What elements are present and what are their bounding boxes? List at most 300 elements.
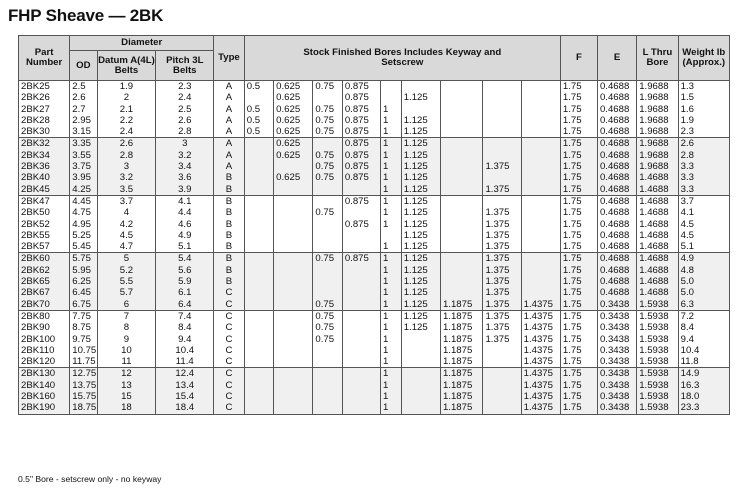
cell-bore-8 (483, 81, 521, 93)
cell-bore-6 (401, 345, 440, 356)
cell-type: C (214, 402, 245, 414)
cell-f: 1.75 (560, 161, 597, 172)
cell-part-number: 2BK80 (19, 310, 70, 322)
table-row (19, 161, 730, 172)
header-pitch: Pitch 3L Belts (156, 51, 214, 81)
cell-bore-5: 1 (380, 402, 401, 414)
cell-bore-5: 1 (380, 287, 401, 298)
cell-bore-5: 1 (380, 172, 401, 183)
cell-l: 1.5938 (637, 310, 678, 322)
cell-bore-1 (244, 195, 273, 207)
cell-od: 9.75 (70, 334, 97, 345)
cell-weight: 5.1 (678, 241, 729, 253)
table-row (19, 241, 730, 253)
cell-bore-9 (521, 115, 560, 126)
cell-type: C (214, 299, 245, 311)
cell-datum: 2.1 (97, 104, 156, 115)
cell-part-number: 2BK32 (19, 138, 70, 150)
cell-weight: 8.4 (678, 322, 729, 333)
cell-datum: 8 (97, 322, 156, 333)
cell-part-number: 2BK70 (19, 299, 70, 311)
cell-datum: 5.7 (97, 287, 156, 298)
cell-e: 0.4688 (597, 138, 636, 150)
cell-bore-3: 0.75 (313, 207, 342, 218)
cell-datum: 7 (97, 310, 156, 322)
cell-datum: 4.2 (97, 219, 156, 230)
cell-pitch: 18.4 (156, 402, 214, 414)
cell-weight: 10.4 (678, 345, 729, 356)
cell-bore-1 (244, 345, 273, 356)
cell-bore-1 (244, 380, 273, 391)
cell-bore-1: 0.5 (244, 104, 273, 115)
cell-bore-9: 1.4375 (521, 310, 560, 322)
cell-bore-4 (342, 287, 380, 298)
cell-bore-7 (440, 150, 483, 161)
cell-bore-2 (274, 184, 313, 196)
cell-bore-9 (521, 172, 560, 183)
table-row (19, 345, 730, 356)
cell-bore-5: 1 (380, 276, 401, 287)
cell-bore-5: 1 (380, 241, 401, 253)
cell-part-number: 2BK30 (19, 126, 70, 138)
cell-e: 0.4688 (597, 219, 636, 230)
cell-bore-2: 0.625 (274, 115, 313, 126)
cell-bore-6: 1.125 (401, 287, 440, 298)
cell-bore-7 (440, 172, 483, 183)
cell-bore-9: 1.4375 (521, 391, 560, 402)
cell-od: 2.95 (70, 115, 97, 126)
cell-e: 0.3438 (597, 380, 636, 391)
cell-f: 1.75 (560, 380, 597, 391)
cell-bore-4: 0.875 (342, 219, 380, 230)
cell-bore-5 (380, 92, 401, 103)
cell-bore-6: 1.125 (401, 276, 440, 287)
cell-bore-8 (483, 345, 521, 356)
cell-od: 13.75 (70, 380, 97, 391)
cell-bore-9 (521, 219, 560, 230)
cell-bore-4: 0.875 (342, 126, 380, 138)
cell-bore-1 (244, 207, 273, 218)
cell-bore-5: 1 (380, 161, 401, 172)
cell-datum: 5.2 (97, 265, 156, 276)
cell-weight: 5.0 (678, 287, 729, 298)
cell-bore-2 (274, 391, 313, 402)
cell-e: 0.4688 (597, 253, 636, 265)
cell-bore-4 (342, 265, 380, 276)
cell-bore-1 (244, 402, 273, 414)
cell-weight: 4.5 (678, 219, 729, 230)
cell-pitch: 5.6 (156, 265, 214, 276)
cell-l: 1.5938 (637, 391, 678, 402)
cell-bore-4: 0.875 (342, 92, 380, 103)
cell-e: 0.3438 (597, 402, 636, 414)
cell-bore-7 (440, 207, 483, 218)
cell-l: 1.5938 (637, 334, 678, 345)
cell-type: A (214, 138, 245, 150)
cell-e: 0.3438 (597, 322, 636, 333)
header-type: Type (214, 36, 245, 81)
cell-f: 1.75 (560, 230, 597, 241)
cell-e: 0.4688 (597, 230, 636, 241)
cell-bore-3: 0.75 (313, 334, 342, 345)
cell-e: 0.3438 (597, 391, 636, 402)
cell-type: C (214, 368, 245, 380)
cell-e: 0.4688 (597, 92, 636, 103)
cell-e: 0.4688 (597, 172, 636, 183)
cell-bore-1 (244, 334, 273, 345)
cell-bore-1 (244, 322, 273, 333)
cell-bore-1 (244, 287, 273, 298)
cell-l: 1.4688 (637, 287, 678, 298)
cell-bore-3: 0.75 (313, 310, 342, 322)
cell-l: 1.4688 (637, 265, 678, 276)
cell-datum: 1.9 (97, 81, 156, 93)
cell-type: B (214, 253, 245, 265)
table-row (19, 172, 730, 183)
cell-bore-3 (313, 265, 342, 276)
cell-bore-4: 0.875 (342, 81, 380, 93)
cell-l: 1.5938 (637, 345, 678, 356)
cell-pitch: 2.4 (156, 92, 214, 103)
cell-bore-8: 1.375 (483, 241, 521, 253)
cell-bore-1: 0.5 (244, 81, 273, 93)
cell-type: C (214, 287, 245, 298)
cell-bore-3 (313, 345, 342, 356)
cell-bore-1 (244, 184, 273, 196)
cell-bore-5 (380, 230, 401, 241)
cell-f: 1.75 (560, 345, 597, 356)
cell-l: 1.4688 (637, 241, 678, 253)
cell-type: B (214, 195, 245, 207)
cell-type: C (214, 345, 245, 356)
cell-od: 3.75 (70, 161, 97, 172)
cell-bore-2 (274, 230, 313, 241)
cell-datum: 2.4 (97, 126, 156, 138)
cell-bore-1 (244, 172, 273, 183)
cell-bore-1 (244, 276, 273, 287)
cell-datum: 5 (97, 253, 156, 265)
cell-f: 1.75 (560, 276, 597, 287)
cell-bore-9: 1.4375 (521, 402, 560, 414)
cell-bore-4: 0.875 (342, 195, 380, 207)
cell-bore-5: 1 (380, 195, 401, 207)
cell-bore-2: 0.625 (274, 92, 313, 103)
cell-pitch: 10.4 (156, 345, 214, 356)
cell-l: 1.4688 (637, 253, 678, 265)
cell-bore-4 (342, 334, 380, 345)
cell-type: B (214, 184, 245, 196)
cell-e: 0.4688 (597, 115, 636, 126)
cell-bore-1 (244, 368, 273, 380)
cell-bore-5: 1 (380, 219, 401, 230)
cell-f: 1.75 (560, 356, 597, 368)
cell-pitch: 6.4 (156, 299, 214, 311)
cell-weight: 2.6 (678, 138, 729, 150)
cell-part-number: 2BK62 (19, 265, 70, 276)
cell-bore-5 (380, 81, 401, 93)
cell-bore-3: 0.75 (313, 161, 342, 172)
cell-bore-2 (274, 265, 313, 276)
cell-weight: 1.5 (678, 92, 729, 103)
cell-bore-4 (342, 380, 380, 391)
cell-bore-6: 1.125 (401, 126, 440, 138)
cell-pitch: 4.9 (156, 230, 214, 241)
table-row (19, 115, 730, 126)
cell-pitch: 3.6 (156, 172, 214, 183)
cell-e: 0.3438 (597, 334, 636, 345)
cell-bore-4: 0.875 (342, 253, 380, 265)
cell-od: 4.45 (70, 195, 97, 207)
table-row (19, 276, 730, 287)
cell-bore-3: 0.75 (313, 172, 342, 183)
cell-bore-3 (313, 276, 342, 287)
cell-bore-7 (440, 104, 483, 115)
cell-bore-3 (313, 241, 342, 253)
cell-bore-2 (274, 322, 313, 333)
cell-bore-6: 1.125 (401, 219, 440, 230)
cell-datum: 2 (97, 92, 156, 103)
cell-bore-9 (521, 92, 560, 103)
cell-e: 0.3438 (597, 345, 636, 356)
cell-bore-4 (342, 310, 380, 322)
cell-bore-1 (244, 391, 273, 402)
cell-bore-7 (440, 161, 483, 172)
cell-bore-1 (244, 310, 273, 322)
cell-bore-1 (244, 92, 273, 103)
cell-l: 1.5938 (637, 356, 678, 368)
cell-pitch: 5.1 (156, 241, 214, 253)
cell-bore-4 (342, 356, 380, 368)
cell-bore-8: 1.375 (483, 253, 521, 265)
cell-e: 0.4688 (597, 81, 636, 93)
cell-bore-2 (274, 368, 313, 380)
cell-bore-1 (244, 265, 273, 276)
cell-e: 0.4688 (597, 126, 636, 138)
cell-od: 8.75 (70, 322, 97, 333)
cell-bore-8 (483, 150, 521, 161)
cell-pitch: 5.4 (156, 253, 214, 265)
cell-bore-9 (521, 207, 560, 218)
cell-bore-1 (244, 230, 273, 241)
cell-od: 6.75 (70, 299, 97, 311)
cell-bore-8 (483, 92, 521, 103)
cell-od: 3.35 (70, 138, 97, 150)
cell-l: 1.9688 (637, 104, 678, 115)
table-row (19, 81, 730, 93)
cell-bore-9 (521, 104, 560, 115)
cell-bore-3 (313, 92, 342, 103)
cell-f: 1.75 (560, 184, 597, 196)
cell-bore-7: 1.1875 (440, 299, 483, 311)
cell-e: 0.3438 (597, 299, 636, 311)
cell-part-number: 2BK130 (19, 368, 70, 380)
cell-bore-1 (244, 150, 273, 161)
cell-type: A (214, 150, 245, 161)
cell-f: 1.75 (560, 195, 597, 207)
cell-bore-3: 0.75 (313, 322, 342, 333)
cell-bore-7: 1.1875 (440, 380, 483, 391)
cell-pitch: 15.4 (156, 391, 214, 402)
cell-bore-6: 1.125 (401, 138, 440, 150)
cell-bore-7 (440, 115, 483, 126)
table-row (19, 356, 730, 368)
cell-bore-6 (401, 356, 440, 368)
cell-bore-2: 0.625 (274, 81, 313, 93)
cell-bore-8 (483, 104, 521, 115)
cell-bore-5: 1 (380, 380, 401, 391)
cell-datum: 18 (97, 402, 156, 414)
cell-f: 1.75 (560, 138, 597, 150)
cell-datum: 12 (97, 368, 156, 380)
cell-bore-3 (313, 138, 342, 150)
cell-e: 0.4688 (597, 287, 636, 298)
cell-part-number: 2BK25 (19, 81, 70, 93)
cell-bore-6 (401, 368, 440, 380)
cell-bore-1 (244, 356, 273, 368)
cell-l: 1.4688 (637, 276, 678, 287)
cell-weight: 4.8 (678, 265, 729, 276)
cell-l: 1.5938 (637, 402, 678, 414)
cell-bore-7 (440, 184, 483, 196)
cell-bore-7: 1.1875 (440, 310, 483, 322)
cell-bore-4: 0.875 (342, 138, 380, 150)
cell-bore-2 (274, 334, 313, 345)
table-row (19, 391, 730, 402)
cell-part-number: 2BK120 (19, 356, 70, 368)
cell-datum: 2.8 (97, 150, 156, 161)
cell-bore-3: 0.75 (313, 150, 342, 161)
cell-bore-8: 1.375 (483, 161, 521, 172)
cell-e: 0.3438 (597, 310, 636, 322)
cell-bore-2 (274, 287, 313, 298)
table-row (19, 402, 730, 414)
cell-bore-6: 1.125 (401, 92, 440, 103)
cell-od: 15.75 (70, 391, 97, 402)
cell-type: C (214, 334, 245, 345)
cell-part-number: 2BK100 (19, 334, 70, 345)
cell-e: 0.3438 (597, 368, 636, 380)
cell-pitch: 13.4 (156, 380, 214, 391)
cell-type: B (214, 172, 245, 183)
cell-bore-3 (313, 402, 342, 414)
cell-pitch: 3.4 (156, 161, 214, 172)
cell-bore-2 (274, 276, 313, 287)
cell-l: 1.9688 (637, 92, 678, 103)
cell-bore-6: 1.125 (401, 150, 440, 161)
cell-part-number: 2BK90 (19, 322, 70, 333)
cell-bore-8 (483, 138, 521, 150)
cell-bore-2: 0.625 (274, 150, 313, 161)
cell-pitch: 2.6 (156, 115, 214, 126)
cell-bore-4 (342, 391, 380, 402)
cell-e: 0.4688 (597, 161, 636, 172)
cell-pitch: 7.4 (156, 310, 214, 322)
cell-bore-5: 1 (380, 104, 401, 115)
cell-bore-6: 1.125 (401, 115, 440, 126)
cell-pitch: 5.9 (156, 276, 214, 287)
cell-type: A (214, 81, 245, 93)
table-row (19, 150, 730, 161)
cell-bore-6: 1.125 (401, 230, 440, 241)
cell-bore-3: 0.75 (313, 81, 342, 93)
cell-weight: 9.4 (678, 334, 729, 345)
table-row (19, 287, 730, 298)
cell-type: B (214, 265, 245, 276)
cell-weight: 14.9 (678, 368, 729, 380)
table-row (19, 230, 730, 241)
cell-weight: 3.7 (678, 195, 729, 207)
cell-bore-4: 0.875 (342, 161, 380, 172)
cell-bore-8 (483, 356, 521, 368)
cell-part-number: 2BK50 (19, 207, 70, 218)
cell-bore-2 (274, 380, 313, 391)
sheave-table (18, 35, 730, 415)
cell-bore-8: 1.375 (483, 310, 521, 322)
cell-pitch: 2.5 (156, 104, 214, 115)
cell-bore-4: 0.875 (342, 115, 380, 126)
cell-bore-2: 0.625 (274, 172, 313, 183)
cell-bore-8: 1.375 (483, 230, 521, 241)
cell-part-number: 2BK40 (19, 172, 70, 183)
cell-part-number: 2BK57 (19, 241, 70, 253)
cell-e: 0.4688 (597, 276, 636, 287)
cell-weight: 3.3 (678, 184, 729, 196)
cell-bore-7: 1.1875 (440, 322, 483, 333)
cell-pitch: 3.9 (156, 184, 214, 196)
cell-od: 11.75 (70, 356, 97, 368)
cell-part-number: 2BK67 (19, 287, 70, 298)
cell-bore-4 (342, 276, 380, 287)
cell-bore-3 (313, 287, 342, 298)
cell-bore-2 (274, 219, 313, 230)
cell-bore-3: 0.75 (313, 104, 342, 115)
cell-bore-8: 1.375 (483, 184, 521, 196)
cell-bore-8: 1.375 (483, 219, 521, 230)
cell-l: 1.5938 (637, 299, 678, 311)
cell-bore-3: 0.75 (313, 299, 342, 311)
cell-weight: 4.1 (678, 207, 729, 218)
cell-bore-1 (244, 241, 273, 253)
cell-bore-1 (244, 253, 273, 265)
cell-bore-4 (342, 184, 380, 196)
cell-bore-6 (401, 402, 440, 414)
cell-f: 1.75 (560, 299, 597, 311)
cell-od: 10.75 (70, 345, 97, 356)
header-stock-bores: Stock Finished Bores Includes Keyway and Setscrew (244, 36, 560, 81)
cell-bore-4 (342, 299, 380, 311)
cell-bore-9 (521, 81, 560, 93)
cell-pitch: 6.1 (156, 287, 214, 298)
cell-bore-8: 1.375 (483, 299, 521, 311)
cell-part-number: 2BK26 (19, 92, 70, 103)
cell-l: 1.5938 (637, 380, 678, 391)
cell-f: 1.75 (560, 402, 597, 414)
cell-bore-9 (521, 287, 560, 298)
cell-bore-7: 1.1875 (440, 345, 483, 356)
cell-datum: 3.2 (97, 172, 156, 183)
cell-od: 3.15 (70, 126, 97, 138)
cell-l: 1.4688 (637, 230, 678, 241)
cell-od: 18.75 (70, 402, 97, 414)
cell-type: B (214, 241, 245, 253)
cell-bore-6: 1.125 (401, 184, 440, 196)
cell-bore-5: 1 (380, 150, 401, 161)
cell-l: 1.4688 (637, 195, 678, 207)
cell-type: A (214, 115, 245, 126)
cell-bore-3 (313, 356, 342, 368)
cell-bore-5: 1 (380, 345, 401, 356)
cell-bore-5: 1 (380, 138, 401, 150)
